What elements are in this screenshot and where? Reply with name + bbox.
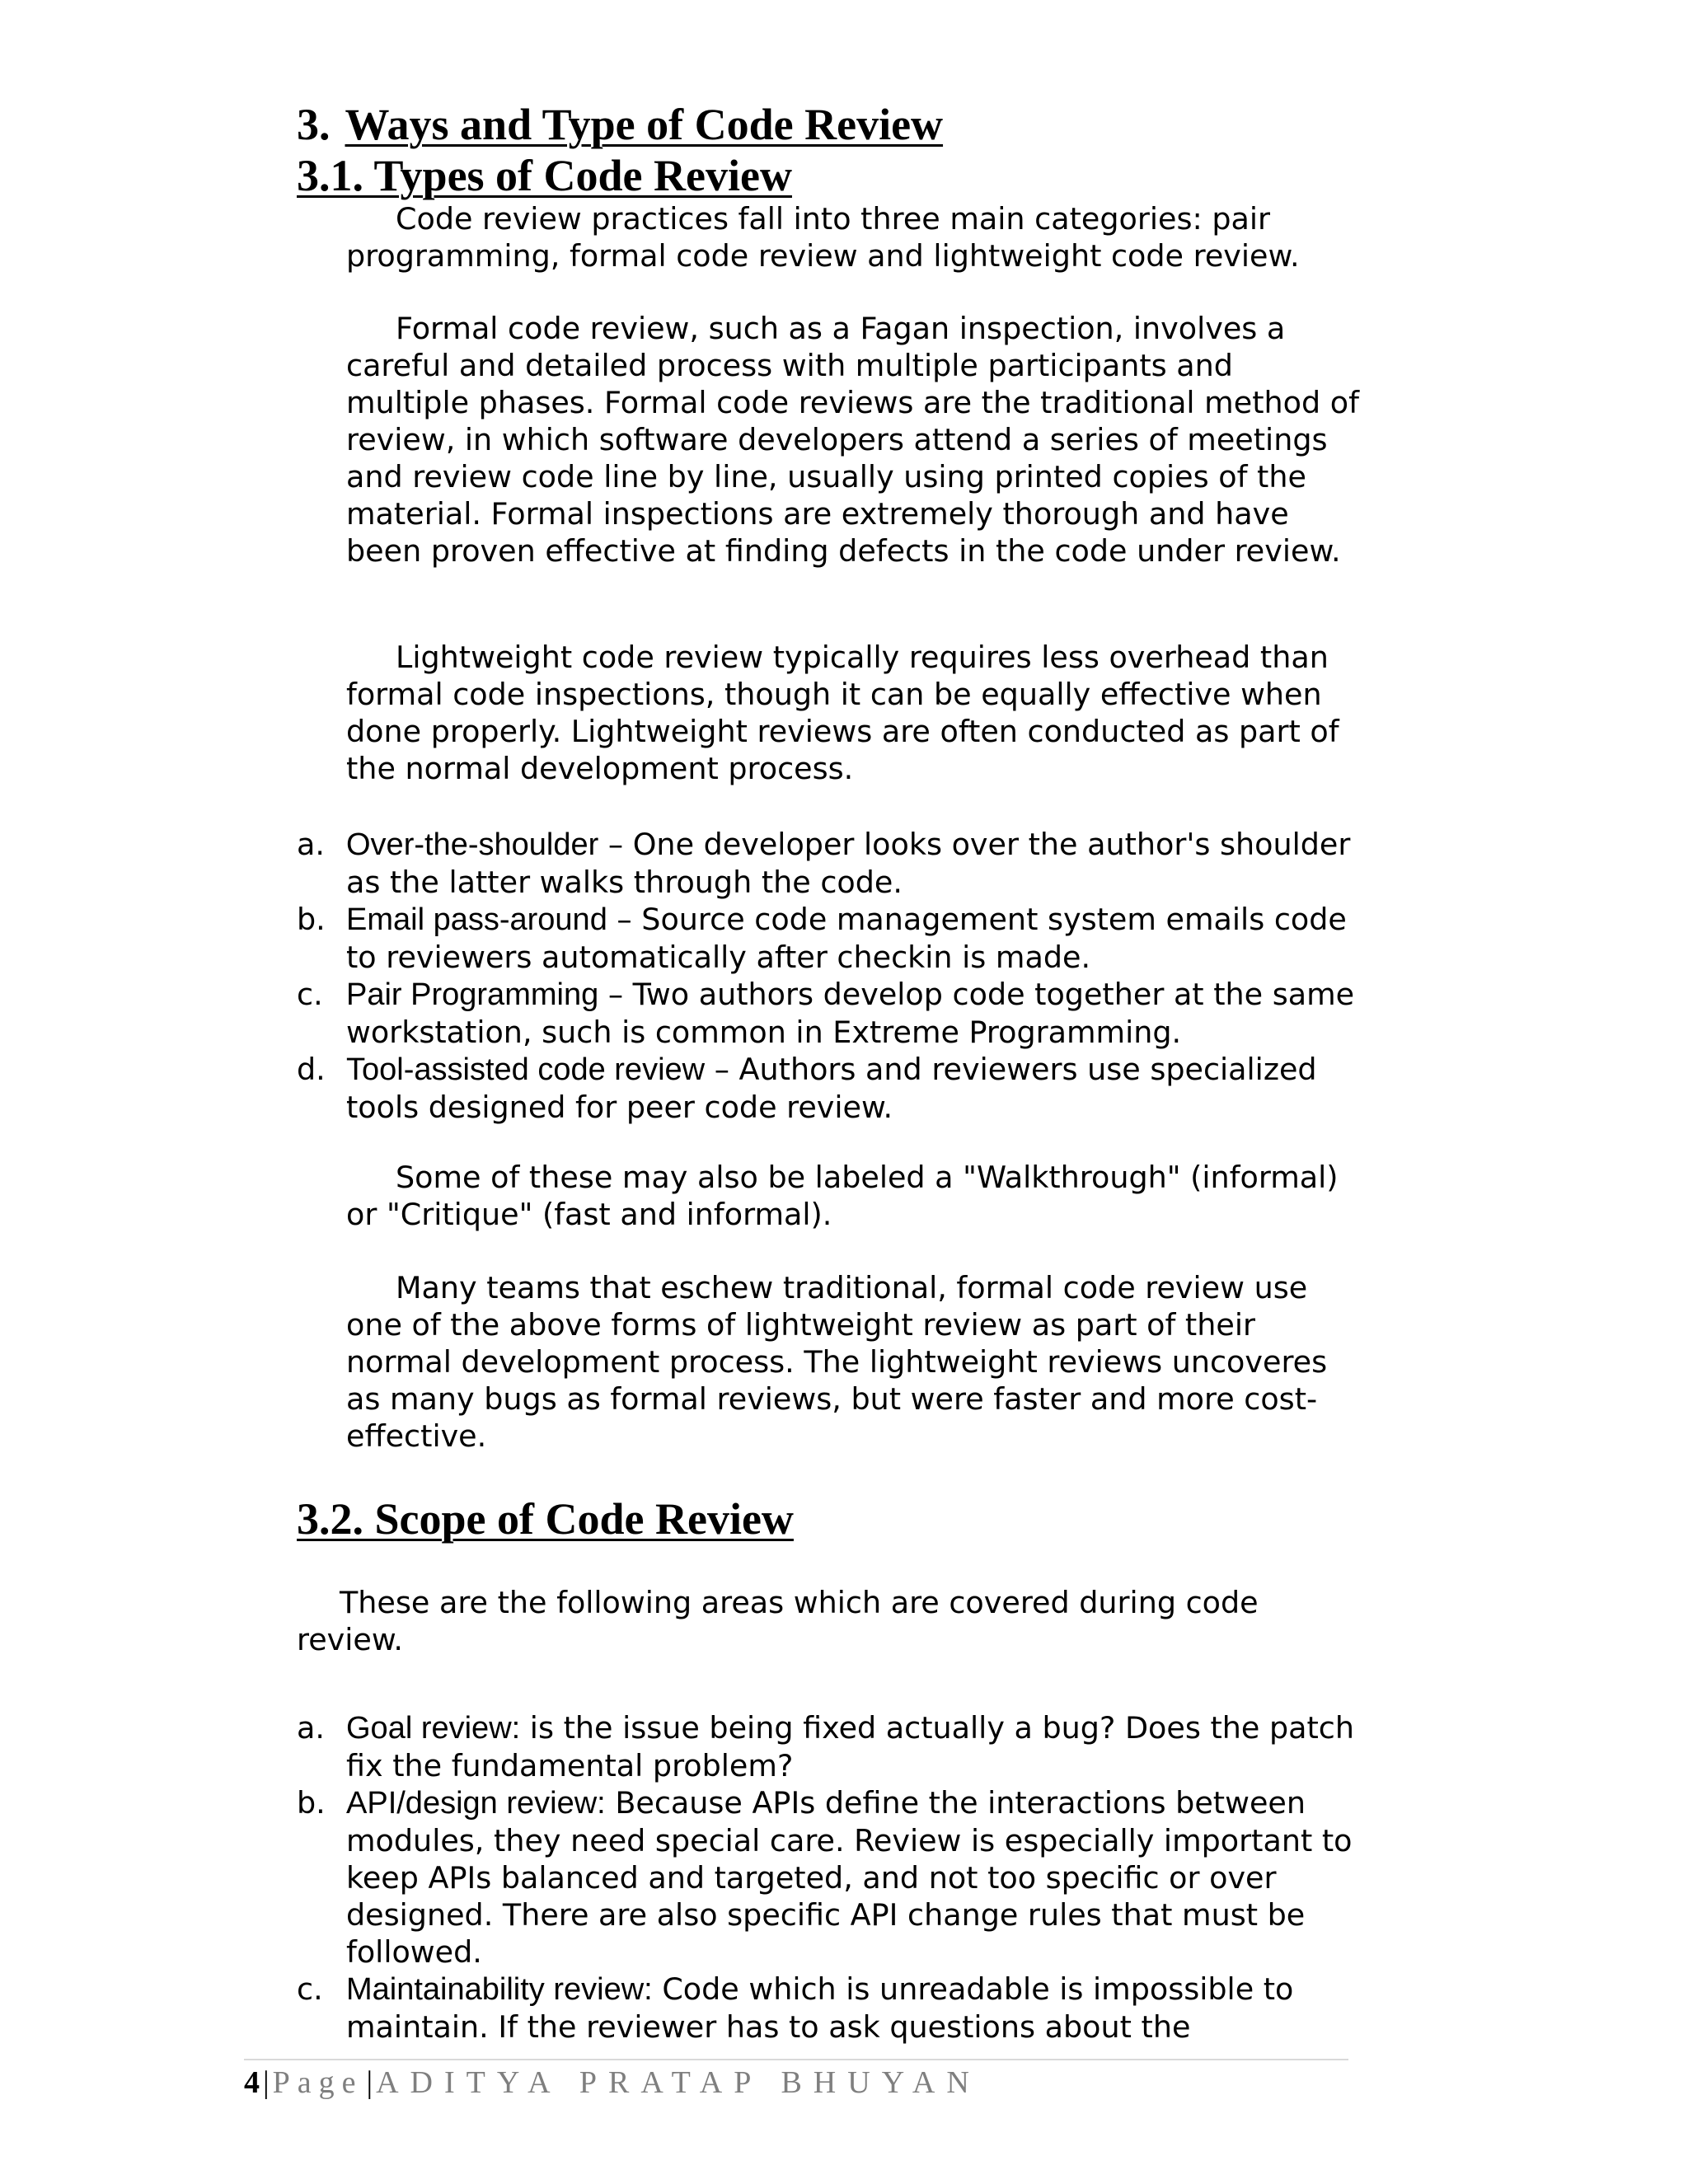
paragraph-categories: Code review practices fall into three main categories: pair programming, formal code review and lightweight code review. (346, 201, 1300, 274)
list-term: Pair Programming (346, 977, 599, 1012)
list-text: Code which is unreadable is impossible to maintain. If the reviewer has to ask questions about the (346, 1971, 1294, 2045)
list-marker: c. (297, 977, 323, 1012)
list-term: API/design review: (346, 1786, 606, 1821)
list-item (297, 1784, 1360, 1971)
section-32-heading: 3.2. Scope of Code Review (297, 1494, 794, 1544)
paragraph-scope-intro: These are the following areas which are covered during code review. (297, 1585, 1259, 1657)
list-term: Email pass-around (346, 902, 607, 937)
chapter-heading (297, 99, 943, 150)
list-item (297, 976, 1360, 1051)
list-text: – One developer looks over the author's shoulder as the latter walks through the code. (346, 827, 1351, 900)
page-number: 4 (244, 2065, 260, 2100)
list-text: – Authors and reviewers use specialized tools designed for peer code review. (346, 1052, 1317, 1125)
list-term: Goal review: (346, 1711, 521, 1746)
list-item (297, 1971, 1360, 2046)
list-marker: a. (297, 1710, 325, 1746)
footer-divider (244, 2059, 1348, 2060)
chapter-title: Ways and Type of Code Review (345, 100, 944, 149)
page-footer (244, 2064, 981, 2102)
list-marker: b. (297, 902, 326, 937)
list-marker: b. (297, 1785, 326, 1821)
page-label: Page (272, 2065, 363, 2100)
review-types-list (297, 826, 1360, 1126)
list-text: – Source code management system emails code to reviewers automatically after checkin is made. (346, 902, 1347, 975)
list-item (297, 826, 1360, 901)
paragraph-walkthrough: Some of these may also be labeled a "Walkthrough" (informal) or "Critique" (fast and informal). (346, 1160, 1339, 1232)
list-term: Over-the-shoulder (346, 827, 599, 862)
footer-separator: | (366, 2065, 373, 2100)
paragraph-many-teams: Many teams that eschew traditional, formal code review use one of the above forms of lightweight review as part of their normal development process. The lightweight reviews uncoveres as many bugs as formal reviews, but were faster and more cost-effective. (346, 1270, 1328, 1454)
list-item (297, 1051, 1360, 1126)
list-marker: a. (297, 827, 325, 862)
list-item (297, 1709, 1360, 1784)
footer-separator: | (263, 2065, 270, 2100)
section-31-heading: 3.1. Types of Code Review (297, 151, 792, 200)
paragraph-formal-review: Formal code review, such as a Fagan inspection, involves a careful and detailed process with multiple participants and multiple phases. Formal code reviews are the traditional method of review, in which software developers attend a series of meetings and review code line by line, usually using printed copies of the material. Formal inspections are extremely thorough and have been proven effective at finding defects in the code under review. (346, 311, 1359, 569)
list-marker: c. (297, 1971, 323, 2007)
list-item (297, 901, 1360, 976)
list-marker: d. (297, 1052, 326, 1087)
chapter-number: 3. (297, 100, 331, 149)
list-term: Tool-assisted code review (346, 1052, 706, 1087)
review-scope-list (297, 1709, 1360, 2046)
list-term: Maintainability review: (346, 1972, 653, 2007)
author-name: ADITYA PRATAP BHUYAN (376, 2065, 981, 2100)
list-text: is the issue being fixed actually a bug? Does the patch fix the fundamental problem? (346, 1710, 1355, 1783)
list-text: Because APIs define the interactions between modules, they need special care. Review is especially important to keep APIs balanced and targeted, and not too specific or over designed. There are also specific API change rules that must be followed. (346, 1785, 1353, 1970)
paragraph-lightweight-review: Lightweight code review typically requires less overhead than formal code inspections, though it can be equally effective when done properly. Lightweight reviews are often conducted as part of the normal development process. (346, 640, 1339, 786)
list-text: – Two authors develop code together at the same workstation, such is common in Extreme Programming. (346, 977, 1355, 1050)
